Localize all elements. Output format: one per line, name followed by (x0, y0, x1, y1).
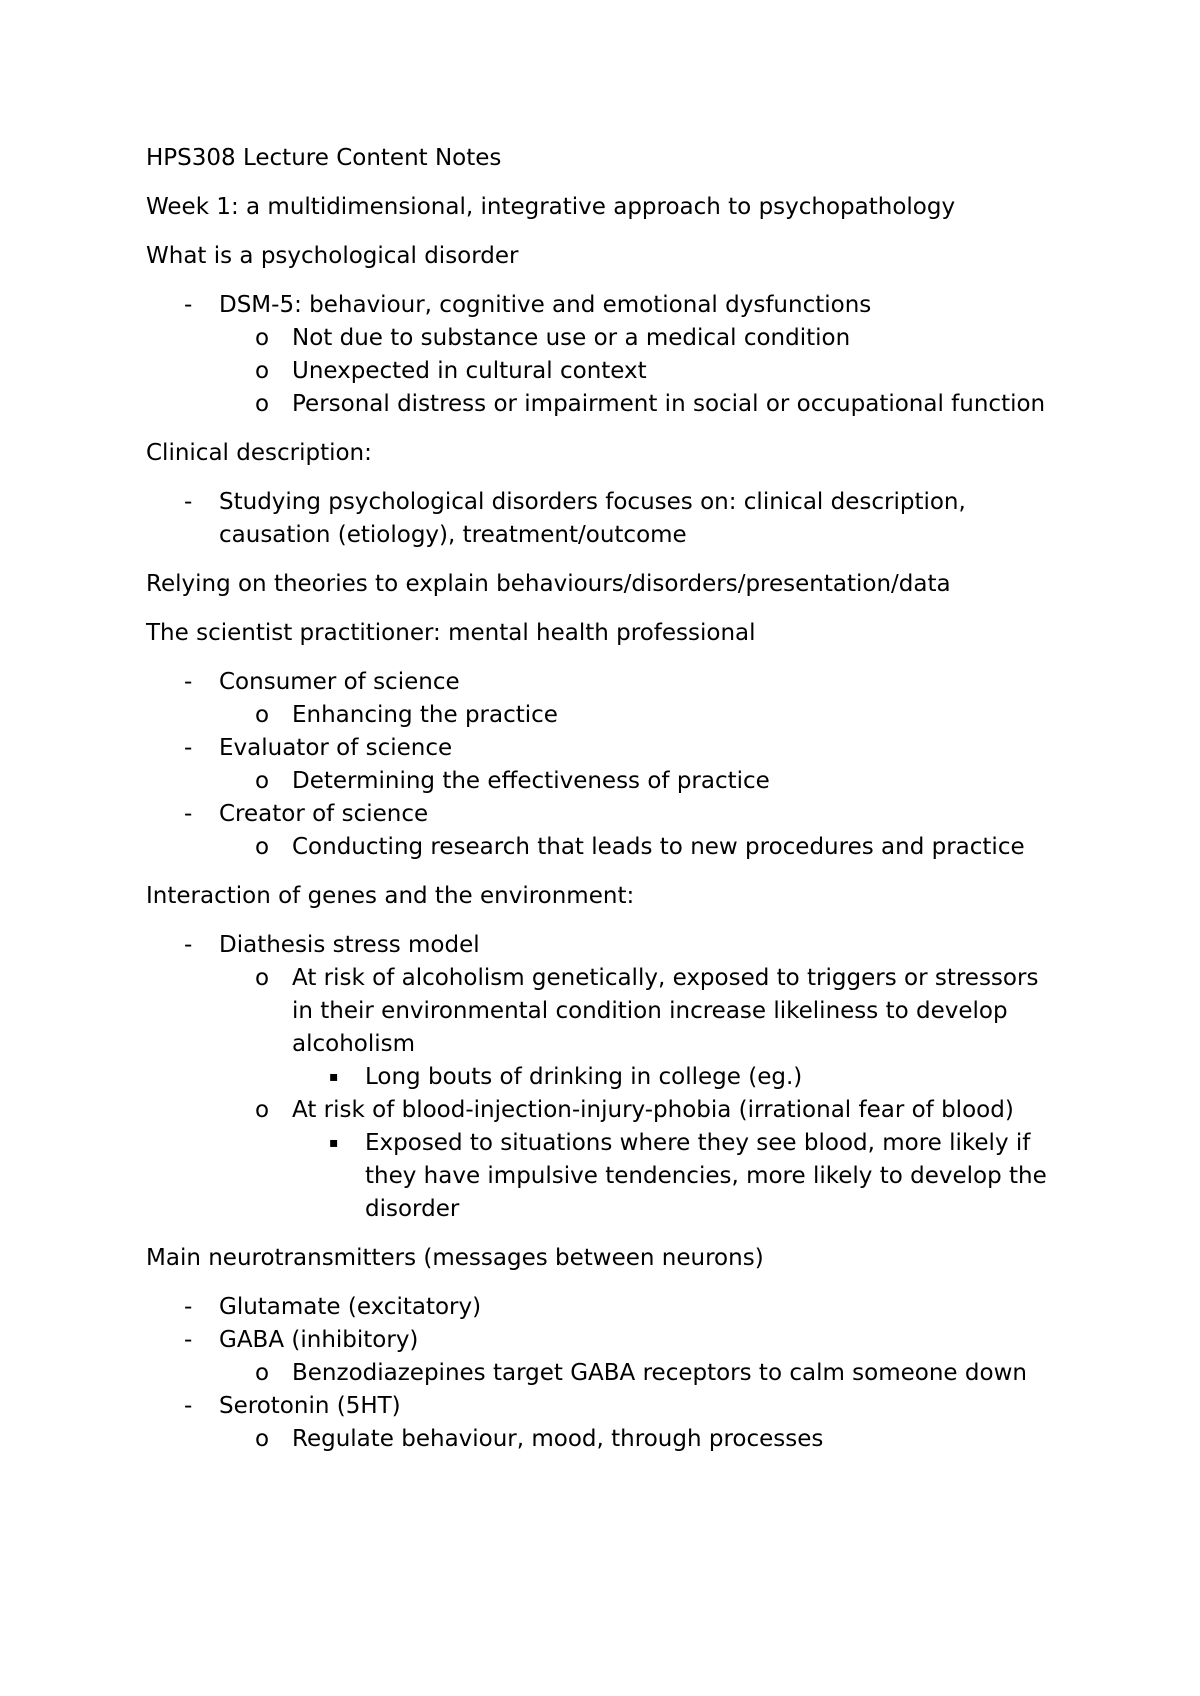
list-item-text: At risk of alcoholism genetically, exposed to triggers or stressors in their environmental condition increase likeliness to develop alcoholism (292, 965, 1039, 1057)
list-item (146, 1390, 1066, 1423)
list-item-text: Enhancing the practice (292, 702, 558, 728)
list-item-text: Consumer of science (219, 669, 460, 695)
section-heading-psychological-disorder: What is a psychological disorder (146, 243, 519, 269)
list-item-text: Creator of science (219, 801, 429, 827)
week-heading: Week 1: a multidimensional, integrative approach to psychopathology (146, 194, 956, 220)
dash-bullet: - (184, 1294, 193, 1320)
list-item (146, 1061, 1066, 1094)
list-item-text: Serotonin (5HT) (219, 1393, 401, 1419)
section-heading-scientist-practitioner: The scientist practitioner: mental health professional (146, 620, 756, 646)
circle-bullet: o (255, 325, 270, 351)
list-item-text: Studying psychological disorders focuses on: clinical description, causation (etiology), treatment/outcome (219, 489, 966, 548)
list-item-text: Personal distress or impairment in social or occupational function (292, 391, 1046, 417)
dash-bullet: - (184, 801, 193, 827)
list-item (146, 355, 1066, 388)
list-item-text: Regulate behaviour, mood, through processes (292, 1426, 824, 1452)
list-item (146, 666, 1066, 699)
circle-bullet: o (255, 358, 270, 384)
list-item (146, 388, 1066, 421)
dash-bullet: - (184, 735, 193, 761)
dash-bullet: - (184, 1393, 193, 1419)
list-item (146, 1291, 1066, 1324)
list-item (146, 699, 1066, 732)
circle-bullet: o (255, 834, 270, 860)
scientist-practitioner-list (146, 666, 1066, 864)
document-title: HPS308 Lecture Content Notes (146, 145, 502, 171)
list-item-text: GABA (inhibitory) (219, 1327, 419, 1353)
list-item-text: Unexpected in cultural context (292, 358, 647, 384)
list-item (146, 1324, 1066, 1357)
list-item (146, 732, 1066, 765)
square-bullet: ▪ (329, 1069, 339, 1085)
list-item-text: Long bouts of drinking in college (eg.) (365, 1064, 803, 1090)
list-item-text: Determining the effectiveness of practice (292, 768, 770, 794)
list-item (146, 1094, 1066, 1127)
list-item (146, 798, 1066, 831)
circle-bullet: o (255, 391, 270, 417)
genes-environment-list (146, 929, 1066, 1226)
clinical-description-list (146, 486, 1066, 552)
circle-bullet: o (255, 1360, 270, 1386)
list-item-text: Diathesis stress model (219, 932, 480, 958)
circle-bullet: o (255, 965, 270, 991)
list-item (146, 765, 1066, 798)
dash-bullet: - (184, 669, 193, 695)
list-item-text: Exposed to situations where they see blood, more likely if they have impulsive tendencies, more likely to develop the disorder (365, 1130, 1047, 1222)
circle-bullet: o (255, 1426, 270, 1452)
circle-bullet: o (255, 1097, 270, 1123)
section-heading-clinical-description: Clinical description: (146, 440, 372, 466)
list-item (146, 1357, 1066, 1390)
list-item (146, 929, 1066, 962)
list-item (146, 322, 1066, 355)
list-item (146, 962, 1066, 1061)
list-item (146, 831, 1066, 864)
square-bullet: ▪ (329, 1135, 339, 1151)
circle-bullet: o (255, 768, 270, 794)
list-item (146, 1127, 1066, 1226)
list-item-text: Conducting research that leads to new procedures and practice (292, 834, 1025, 860)
dash-bullet: - (184, 489, 193, 515)
dash-bullet: - (184, 932, 193, 958)
list-item-text: DSM-5: behaviour, cognitive and emotional dysfunctions (219, 292, 872, 318)
list-item-text: Benzodiazepines target GABA receptors to calm someone down (292, 1360, 1027, 1386)
list-item-text: Evaluator of science (219, 735, 453, 761)
neurotransmitters-list (146, 1291, 1066, 1456)
list-item-text: At risk of blood-injection-injury-phobia (irrational fear of blood) (292, 1097, 1014, 1123)
document-content (146, 142, 1066, 1472)
section-heading-theories: Relying on theories to explain behaviours/disorders/presentation/data (146, 571, 951, 597)
list-item (146, 1423, 1066, 1456)
circle-bullet: o (255, 702, 270, 728)
dash-bullet: - (184, 292, 193, 318)
section-heading-neurotransmitters: Main neurotransmitters (messages between neurons) (146, 1245, 764, 1271)
psychological-disorder-list (146, 289, 1066, 421)
list-item-text: Glutamate (excitatory) (219, 1294, 482, 1320)
list-item (146, 289, 1066, 322)
dash-bullet: - (184, 1327, 193, 1353)
list-item-text: Not due to substance use or a medical condition (292, 325, 851, 351)
section-heading-genes-environment: Interaction of genes and the environment: (146, 883, 635, 909)
list-item (146, 486, 1066, 552)
